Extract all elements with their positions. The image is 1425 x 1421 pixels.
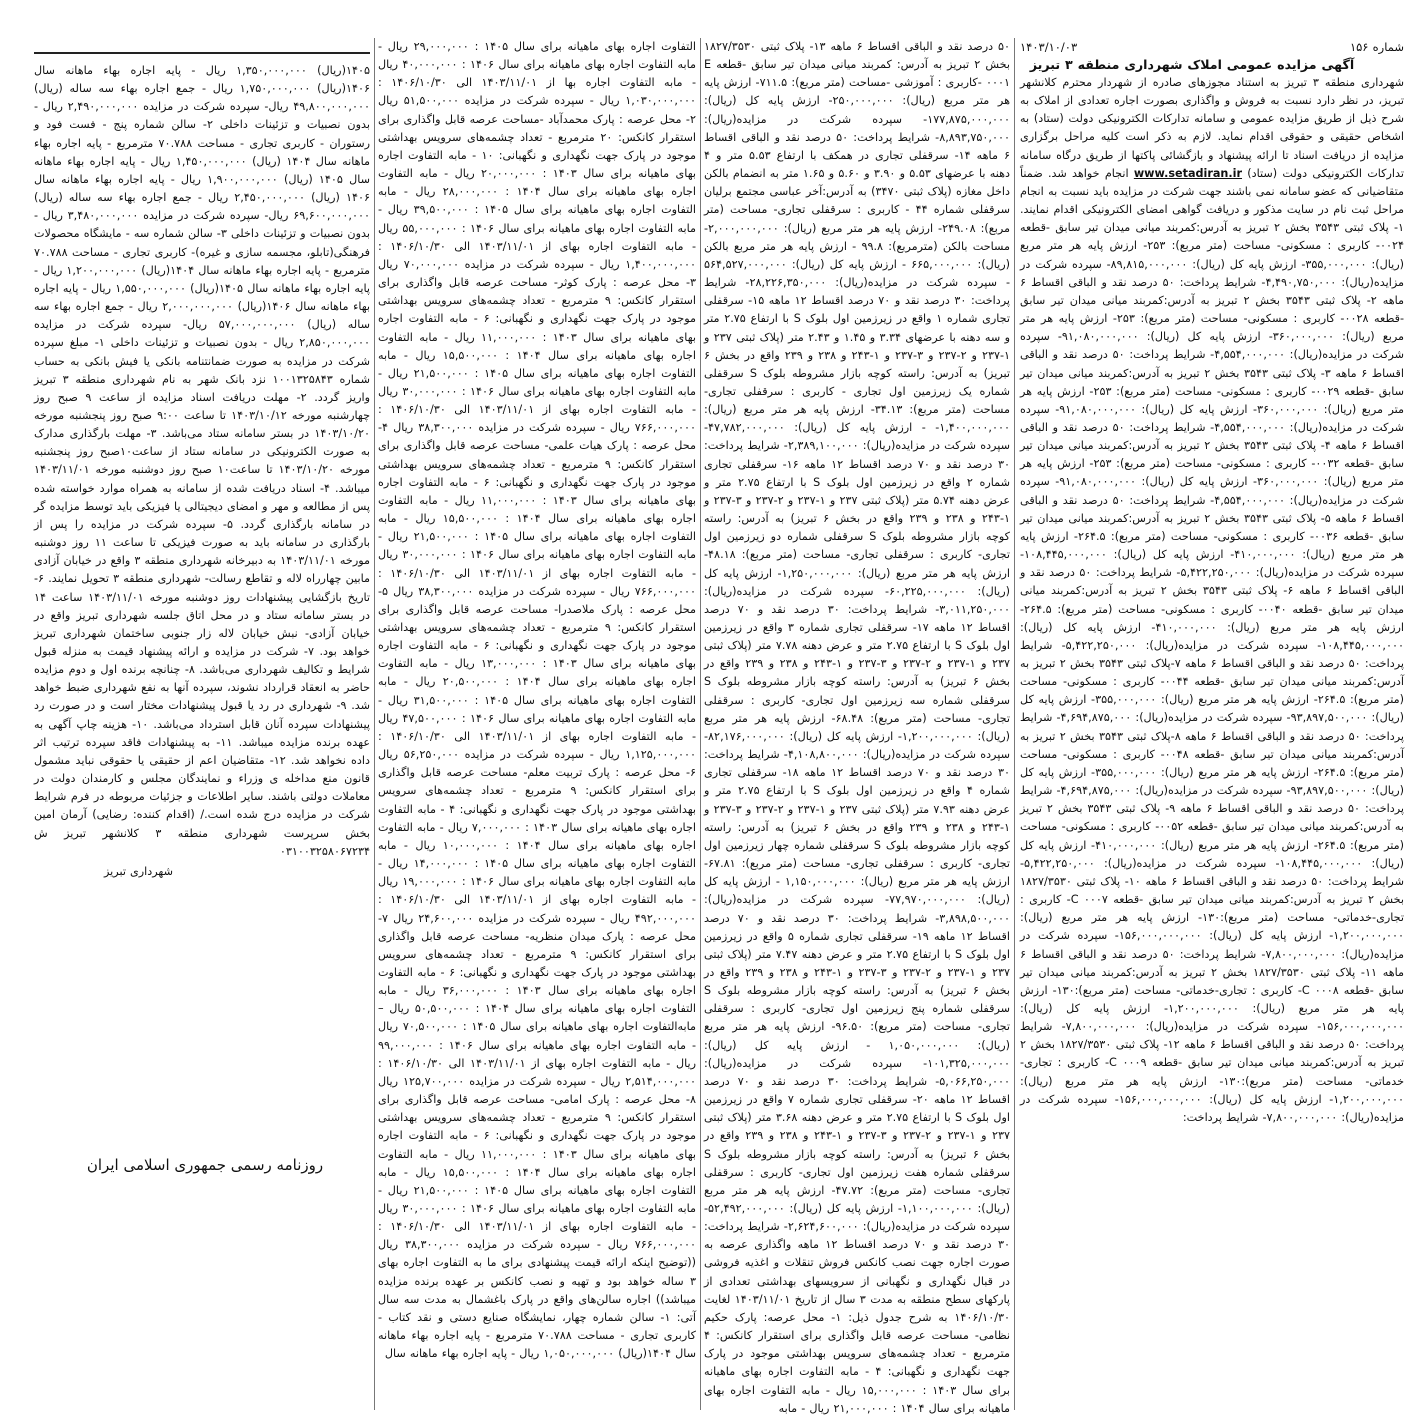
column-2 — [704, 38, 1011, 1415]
column-divider — [374, 38, 375, 1410]
column-1-text-a: شهرداری منطقه ۳ تبریز به استناد مجوزهای صادره از شهردار محترم کلانشهر تبریز، در نظر دارد نسبت به فروش و واگذاری بصورت اجاره تعدادی از املاک به شرح ذیل از طریق مزایده عمومی و سامانه تدارکات الکترونیکی دولت (ستاد) به اشخاص حقیقی و حقوقی اقدام نماید. لازم به ذکر است کلیه مراحل برگزاری مزایده از دریافت اسناد تا ارائه پیشنهاد و بازگشائی پاکتها از طریق درگاه سامانه تدارکات الکترونیکی دولت (ستاد) — [1020, 76, 1404, 180]
column-divider — [1014, 38, 1015, 1410]
column-divider — [700, 38, 701, 1410]
website-link[interactable]: www.setadiran.ir — [1133, 166, 1243, 180]
notice-number: شماره ۱۵۶ — [1349, 40, 1404, 54]
column-1-text-b: انجام خواهد شد. ضمناً متقاضیانی که عضو سامانه نمی باشند جهت شرکت در مزایده باید نسبت به انجام مراحل ثبت نام در سایت مذکور و دریافت گواهی امضای الکترونیکی اقدام نمایند. ۱- پلاک ثبتی ۳۵۴۳ بخش ۲ تبریز به آدرس:کمربند میانی میدان تیر سابق -قطعه ۰۰۲۴- کاربری : مسکونی- مساحت (متر مربع): ۲۵۳- ارزش پایه هر متر مربع (ریال): ۳۵۵,۰۰۰,۰۰۰- ارزش پایه کل (ریال): ۸۹,۸۱۵,۰۰۰,۰۰۰- سپرده شرکت در مزایده(ریال): ۴,۴۹۰,۷۵۰,۰۰۰- شرایط پرداخت: ۵۰ درصد نقد و الباقی اقساط ۶ ماهه ۲- پلاک ثبتی ۳۵۴۳ بخش ۲ تبریز به آدرس:کمربند میانی میدان تیر سابق -قطعه ۰۰۲۸- کاربری : مسکونی- مساحت (متر مربع): ۲۵۳- ارزش پایه هر متر مربع (ریال): ۳۶۰,۰۰۰,۰۰۰- ارزش پایه کل (ریال): ۹۱,۰۸۰,۰۰۰,۰۰۰- سپرده شرکت در مزایده(ریال): ۴,۵۵۴,۰۰۰,۰۰۰- شرایط پرداخت: ۵۰ درصد نقد و الباقی اقساط ۶ ماهه ۳- پلاک ثبتی ۳۵۴۳ بخش ۲ تبریز به آدرس:کمربند میانی میدان تیر سابق -قطعه ۰۰۲۹- کاربری : مسکونی- مساحت (متر مربع): ۲۵۳- ارزش پایه هر متر مربع (ریال): ۳۶۰,۰۰۰,۰۰۰- ارزش پایه کل (ریال): ۹۱,۰۸۰,۰۰۰,۰۰۰- سپرده شرکت در مزایده(ریال): ۴,۵۵۴,۰۰۰,۰۰۰- شرایط پرداخت: ۵۰ درصد نقد و الباقی اقساط ۶ ماهه ۴- پلاک ثبتی ۳۵۴۳ بخش ۲ تبریز به آدرس:کمربند میانی میدان تیر سابق -قطعه ۰۰۳۲- کاربری : مسکونی- مساحت (متر مربع): ۲۵۳- ارزش پایه هر متر مربع (ریال): ۳۶۰,۰۰۰,۰۰۰- ارزش پایه کل (ریال): ۹۱,۰۸۰,۰۰۰,۰۰۰- سپرده شرکت در مزایده(ریال): ۴,۵۵۴,۰۰۰,۰۰۰- شرایط پرداخت: ۵۰ درصد نقد و الباقی اقساط ۶ ماهه ۵- پلاک ثبتی ۳۵۴۳ بخش ۲ تبریز به آدرس:کمربند میانی میدان تیر سابق -قطعه ۰۰۳۶- کاربری : مسکونی- مساحت (متر مربع): ۲۶۴.۵- ارزش پایه هر متر مربع (ریال): ۴۱۰,۰۰۰,۰۰۰- ارزش پایه کل (ریال): ۱۰۸,۴۴۵,۰۰۰,۰۰۰- سپرده شرکت در مزایده(ریال): ۵,۴۲۲,۲۵۰,۰۰۰- شرایط پرداخت: ۵۰ درصد نقد و الباقی اقساط ۶ ماهه ۶- پلاک ثبتی ۳۵۴۳ بخش ۲ تبریز به آدرس:کمربند میانی میدان تیر سابق -قطعه ۰۰۴۰- کاربری : مسکونی- مساحت (متر مربع): ۲۶۴.۵- ارزش پایه هر متر مربع (ریال): ۴۱۰,۰۰۰,۰۰۰- ارزش پایه کل (ریال): ۱۰۸,۴۴۵,۰۰۰,۰۰۰- سپرده شرکت در مزایده(ریال): ۵,۴۲۲,۲۵۰,۰۰۰- شرایط پرداخت: ۵۰ درصد نقد و الباقی اقساط ۶ ماهه ۷-پلاک ثبتی ۳۵۴۳ بخش ۲ تبریز به آدرس:کمربند میانی میدان تیر سابق -قطعه ۰۰۴۴- کاربری : مسکونی- مساحت (متر مربع): ۲۶۴.۵- ارزش پایه هر متر مربع (ریال): ۳۵۵,۰۰۰,۰۰۰- ارزش پایه کل (ریال): ۹۳,۸۹۷,۵۰۰,۰۰۰- سپرده شرکت در مزایده(ریال): ۴,۶۹۴,۸۷۵,۰۰۰- شرایط پرداخت: ۵۰ درصد نقد و الباقی اقساط ۶ ماهه ۸-پلاک ثبتی ۳۵۴۳ بخش ۲ تبریز به آدرس:کمربند میانی میدان تیر سابق -قطعه ۰۰۴۸- کاربری : مسکونی- مساحت (متر مربع): ۲۶۴.۵- ارزش پایه هر متر مربع (ریال): ۳۵۵,۰۰۰,۰۰۰- ارزش پایه کل (ریال): ۹۳,۸۹۷,۵۰۰,۰۰۰- سپرده شرکت در مزایده(ریال): ۴,۶۹۴,۸۷۵,۰۰۰- شرایط پرداخت: ۵۰ درصد نقد و الباقی اقساط ۶ ماهه ۹- پلاک ثبتی ۳۵۴۳ بخش ۲ تبریز به آدرس:کمربند میانی میدان تیر سابق -قطعه ۰۰۵۲- کاربری : مسکونی- مساحت (متر مربع): ۲۶۴.۵- ارزش پایه هر متر مربع (ریال): ۴۱۰,۰۰۰,۰۰۰- ارزش پایه کل (ریال): ۱۰۸,۴۴۵,۰۰۰,۰۰۰- سپرده شرکت در مزایده(ریال): ۵,۴۲۲,۲۵۰,۰۰۰- شرایط پرداخت: ۵۰ درصد نقد و الباقی اقساط ۶ ماهه ۱۰- پلاک ثبتی ۱۸۲۷/۳۵۳۰ بخش ۲ تبریز به آدرس:کمربند میانی میدان تیر سابق -قطعه C ۰۰۰۷- کاربری : تجاری-خدماتی- مساحت (متر مربع):۱۳۰- ارزش پایه هر متر مربع (ریال): ۱,۲۰۰,۰۰۰,۰۰۰- ارزش پایه کل (ریال): ۱۵۶,۰۰۰,۰۰۰,۰۰۰- سپرده شرکت در مزایده(ریال): ۷,۸۰۰,۰۰۰,۰۰۰- شرایط پرداخت: ۵۰ درصد نقد و الباقی اقساط ۶ ماهه ۱۱- پلاک ثبتی ۱۸۲۷/۳۵۳۰ بخش ۲ تبریز به آدرس:کمربند میانی میدان تیر سابق -قطعه C ۰۰۰۸- کاربری : تجاری-خدماتی- مساحت (متر مربع):۱۳۰- ارزش پایه هر متر مربع (ریال): ۱,۲۰۰,۰۰۰,۰۰۰- ارزش پایه کل (ریال): ۱۵۶,۰۰۰,۰۰۰,۰۰۰- سپرده شرکت در مزایده(ریال): ۷,۸۰۰,۰۰۰,۰۰۰- شرایط پرداخت: ۵۰ درصد نقد و الباقی اقساط ۶ ماهه ۱۲- پلاک ثبتی ۱۸۲۷/۳۵۳۰ بخش ۲ تبریز به آدرس:کمربند میانی میدان تیر سابق -قطعه C ۰۰۰۹- کاربری : تجاری-خدماتی- مساحت (متر مربع):۱۳۰- ارزش پایه هر متر مربع (ریال): ۱,۲۰۰,۰۰۰,۰۰۰- ارزش پایه کل (ریال): ۱۵۶,۰۰۰,۰۰۰,۰۰۰- سپرده شرکت در مزایده(ریال): ۷,۸۰۰,۰۰۰,۰۰۰- شرایط پرداخت: — [1020, 166, 1405, 1124]
column-4-top-rule — [34, 52, 370, 54]
column-1 — [1020, 38, 1404, 1408]
column-3-text: التفاوت اجاره بهای ماهیانه برای سال ۱۴۰۵ : ۲۹,۰۰۰,۰۰۰ ریال - مابه التفاوت اجاره بهای ماهیانه برای سال ۱۴۰۶ : ۴۰,۰۰۰,۰۰۰ ریال - مابه التفاوت اجاره بها از ۱۴۰۳/۱۱/۰۱ الی ۱۴۰۶/۱۰/۳۰ : ۱,۰۳۰,۰۰۰,۰۰۰ ریال - سپرده شرکت در مزایده ۵۱,۵۰۰,۰۰۰ ریال ۲- محل عرصه : پارک محمدآباد -مساحت عرصه قابل واگذاری برای استقرار کانکس: ۲۰ مترمربع - تعداد چشمه‌های سرویس بهداشتی موجود در پارک جهت نگهداری و نگهبانی: ۱۰ - مابه التفاوت اجاره بهای ماهیانه برای سال ۱۴۰۳ : ۲۰,۰۰۰,۰۰۰ ریال - مابه التفاوت اجاره بهای ماهیانه برای سال ۱۴۰۴ : ۲۸,۰۰۰,۰۰۰ ریال - مابه التفاوت اجاره بهای ماهیانه برای سال ۱۴۰۵ : ۳۹,۵۰۰,۰۰۰ ریال - مابه التفاوت اجاره بهای ماهیانه برای سال ۱۴۰۶ : ۵۵,۰۰۰,۰۰۰ ریال - مابه التفاوت اجاره بهای از ۱۴۰۳/۱۱/۰۱ الی ۱۴۰۶/۱۰/۳۰ : ۱,۴۰۰,۰۰۰,۰۰۰ ریال - سپرده شرکت در مزایده ۷۰,۰۰۰,۰۰۰ ریال ۳- محل عرصه : پارک کوثر- مساحت عرصه قابل واگذاری برای استقرار کانکس: ۹ مترمربع - تعداد چشمه‌های سرویس بهداشتی موجود در پارک جهت نگهداری و نگهبانی: ۶ - مابه التفاوت اجاره بهای ماهیانه برای سال ۱۴۰۳ : ۱۱,۰۰۰,۰۰۰ ریال - مابه التفاوت اجاره بهای ماهیانه برای سال ۱۴۰۴ : ۱۵,۵۰۰,۰۰۰ ریال - مابه التفاوت اجاره بهای ماهیانه برای سال ۱۴۰۵ : ۲۱,۵۰۰,۰۰۰ ریال - مابه التفاوت اجاره بهای ماهیانه برای سال ۱۴۰۶ : ۳۰,۰۰۰,۰۰۰ ریال - مابه التفاوت اجاره بهای از ۱۴۰۳/۱۱/۰۱ الی ۱۴۰۶/۱۰/۳۰ : ۷۶۶,۰۰۰,۰۰۰ ریال - سپرده شرکت در مزایده ۳۸,۳۰۰,۰۰۰ ریال ۴- محل عرصه : پارک هیات علمی- مساحت عرصه قابل واگذاری برای استقرار کانکس: ۹ مترمربع - تعداد چشمه‌های سرویس بهداشتی موجود در پارک جهت نگهداری و نگهبانی: ۶ - مابه التفاوت اجاره بهای ماهیانه برای سال ۱۴۰۳ : ۱۱,۰۰۰,۰۰۰ ریال - مابه التفاوت اجاره بهای ماهیانه برای سال ۱۴۰۴ : ۱۵,۵۰۰,۰۰۰ ریال - مابه التفاوت اجاره بهای ماهیانه برای سال ۱۴۰۵ : ۲۱,۵۰۰,۰۰۰ ریال - مابه التفاوت اجاره بهای ماهیانه برای سال ۱۴۰۶ : ۳۰,۰۰۰,۰۰۰ ریال - مابه التفاوت اجاره بهای از ۱۴۰۳/۱۱/۰۱ الی ۱۴۰۶/۱۰/۳۰ : ۷۶۶,۰۰۰,۰۰۰ ریال - سپرده شرکت در مزایده ۳۸,۳۰۰,۰۰۰ ریال ۵- محل عرصه : پارک ملاصدرا- مساحت عرصه قابل واگذاری برای استقرار کانکس: ۹ مترمربع - تعداد چشمه‌های سرویس بهداشتی موجود در پارک جهت نگهداری و نگهبانی: ۶ - مابه التفاوت اجاره بهای ماهیانه برای سال ۱۴۰۳ : ۱۳,۰۰۰,۰۰۰ ریال - مابه التفاوت اجاره بهای ماهیانه برای سال ۱۴۰۴ : ۲۰,۵۰۰,۰۰۰ ریال - مابه التفاوت اجاره بهای ماهیانه برای سال ۱۴۰۵ : ۳۱,۵۰۰,۰۰۰ ریال - مابه التفاوت اجاره بهای ماهیانه برای سال ۱۴۰۶ : ۴۷,۵۰۰,۰۰۰ ریال - مابه التفاوت اجاره بهای از ۱۴۰۳/۱۱/۰۱ الی ۱۴۰۶/۱۰/۳۰ : ۱,۱۲۵,۰۰۰,۰۰۰ ریال - سپرده شرکت در مزایده ۵۶,۲۵۰,۰۰۰ ریال ۶- محل عرصه : پارک تربیت معلم- مساحت عرصه قابل واگذاری برای استقرار کانکس: ۹ مترمربع - تعداد چشمه‌های سرویس بهداشتی موجود در پارک جهت نگهداری و نگهبانی: ۴ - مابه التفاوت اجاره بهای ماهیانه برای سال ۱۴۰۳ : ۷,۰۰۰,۰۰۰ ریال - مابه التفاوت اجاره بهای ماهیانه برای سال ۱۴۰۴ : ۱۰,۰۰۰,۰۰۰ ریال - مابه التفاوت اجاره بهای ماهیانه برای سال ۱۴۰۵ : ۱۴,۰۰۰,۰۰۰ ریال - مابه التفاوت اجاره بهای ماهیانه برای سال ۱۴۰۶ : ۱۹,۰۰۰,۰۰۰ ریال - مابه التفاوت اجاره بهای از ۱۴۰۳/۱۱/۰۱ الی ۱۴۰۶/۱۰/۳۰ : ۴۹۲,۰۰۰,۰۰۰ ریال - سپرده شرکت در مزایده ۲۴,۶۰۰,۰۰۰ ریال ۷- محل عرصه : پارک میدان منظریه- مساحت عرصه قابل واگذاری برای استقرار کانکس: ۹ مترمربع - تعداد چشمه‌های سرویس بهداشتی موجود در پارک جهت نگهداری و نگهبانی: ۶ - مابه التفاوت اجاره بهای ماهیانه برای سال ۱۴۰۳ : ۳۶,۰۰۰,۰۰۰ ریال - مابه التفاوت اجاره بهای ماهیانه برای سال ۱۴۰۴ : ۵۰,۵۰۰,۰۰۰ ریال – مابه‌التفاوت اجاره بهای ماهیانه برای سال ۱۴۰۵ : ۷۰,۵۰۰,۰۰۰ ریال - مابه التفاوت اجاره بهای ماهیانه برای سال ۱۴۰۶ : ۹۹,۰۰۰,۰۰۰ ریال - مابه التفاوت اجاره بهای از ۱۴۰۳/۱۱/۰۱ الی ۱۴۰۶/۱۰/۳۰ : ۲,۵۱۴,۰۰۰,۰۰۰ ریال - سپرده شرکت در مزایده ۱۲۵,۷۰۰,۰۰۰ ریال ۸- محل عرصه : پارک امامی- مساحت عرصه قابل واگذاری برای استقرار کانکس: ۹ مترمربع - تعداد چشمه‌های سرویس بهداشتی موجود در پارک جهت نگهداری و نگهبانی: ۶ - مابه التفاوت اجاره بهای ماهیانه برای سال ۱۴۰۳ : ۱۱,۰۰۰,۰۰۰ ریال - مابه التفاوت اجاره بهای ماهیانه برای سال ۱۴۰۴ : ۱۵,۵۰۰,۰۰۰ ریال - مابه التفاوت اجاره بهای ماهیانه برای سال ۱۴۰۵ : ۲۱,۵۰۰,۰۰۰ ریال - مابه التفاوت اجاره بهای ماهیانه برای سال ۱۴۰۶ : ۳۰,۰۰۰,۰۰۰ ریال - مابه التفاوت اجاره بهای از ۱۴۰۳/۱۱/۰۱ الی ۱۴۰۶/۱۰/۳۰ : ۷۶۶,۰۰۰,۰۰۰ ریال - سپرده شرکت در مزایده ۳۸,۳۰۰,۰۰۰ ریال ((توضیح اینکه ارائه قیمت پیشنهادی برای ما به التفاوت اجاره بهای ۳ ساله خواهد بود و تهیه و نصب کانکس بر عهده برنده مزایده میباشد)) اجاره سالن‌های واقع در پارک باغشمال به مدت سه سال آتی: ۱- سالن شماره چهار، نمایشگاه صنایع دستی و نقد کتاب - کاربری تجاری - مساحت ۷۰.۷۸۸ مترمربع - پایه اجاره بهاء ماهانه سال ۱۴۰۴(ریال) ۱,۰۵۰,۰۰۰,۰۰۰ ریال - پایه اجاره بهاء ماهانه سال — [378, 40, 697, 1361]
column-2-text: ۵۰ درصد نقد و الباقی اقساط ۶ ماهه ۱۳- پلاک ثبتی ۱۸۲۷/۳۵۳۰ بخش ۲ تبریز به آدرس: کمربند میانی میدان تیر سابق -قطعه E ۰۰۰۱ -کاربری : آموزشی -مساحت (متر مربع): ۷۱۱.۵- ارزش پایه هر متر مربع (ریال): ۲۵۰,۰۰۰,۰۰۰- ارزش پایه کل (ریال): ۱۷۷,۸۷۵,۰۰۰,۰۰۰- سپرده شرکت در مزایده(ریال): ۸,۸۹۳,۷۵۰,۰۰۰- شرایط پرداخت: ۵۰ درصد نقد و الباقی اقساط ۶ ماهه ۱۴- سرقفلی تجاری در همکف با ارتفاع ۵.۵۳ متر و ۴ دهنه با عرضهای ۵.۵۳ و ۳.۹۰ و ۵.۶۰ و ۱.۶۵ متر به انضمام بالکن داخل مغازه (پلاک ثبتی ۳۴۷۰) به آدرس:آخر عباسی مجتمع برلیان سرقفلی شماره ۴۴ - کاربری : سرقفلی تجاری- مساحت (متر مربع): ۲۴۹.۰۸- ارزش پایه هر متر مربع (ریال): ۲,۰۰۰,۰۰۰,۰۰۰- مساحت بالکن (مترمربع): ۹۹.۸ - ارزش پایه هر متر مربع بالکن (ریال): ۶۶۵,۰۰۰,۰۰۰ - ارزش پایه کل (ریال): ۵۶۴,۵۲۷,۰۰۰,۰۰۰ - سپرده شرکت در مزایده(ریال): ۲۸,۲۲۶,۳۵۰,۰۰۰- شرایط پرداخت: ۳۰ درصد نقد و ۷۰ درصد اقساط ۱۲ ماهه ۱۵- سرقفلی تجاری شماره ۱ واقع در زیرزمین اول بلوک S با ارتفاع ۲.۷۵ متر و سه دهنه با عرضهای ۳.۳۴ و ۱.۴۵ و ۲.۴۳ متر (پلاک ثبتی ۲۳۷ و ۱-۲۳۷ و ۲-۲۳۷ و ۳-۲۳۷ و ۱-۲۴۳ و ۲۳۸ و ۲۳۹ واقع در بخش ۶ تبریز) به آدرس: راسته کوچه بازار مشروطه بلوک S سرقفلی شماره یک زیرزمین اول تجاری - کاربری : سرقفلی تجاری- مساحت (متر مربع): ۳۴.۱۳- ارزش پایه هر متر مربع (ریال): ۱,۴۰۰,۰۰۰,۰۰۰- - ارزش پایه کل (ریال): ۴۷,۷۸۲,۰۰۰,۰۰۰- سپرده شرکت در مزایده(ریال): ۲,۳۸۹,۱۰۰,۰۰۰- شرایط پرداخت: ۳۰ درصد نقد و ۷۰ درصد اقساط ۱۲ ماهه ۱۶- سرقفلی تجاری شماره ۲ واقع در زیرزمین اول بلوک S با ارتفاع ۲.۷۵ متر و عرض دهنه ۵.۷۴ متر (پلاک ثبتی ۲۳۷ و ۱-۲۳۷ و ۲-۲۳۷ و ۳-۲۳۷ و ۱-۲۴۳ و ۲۳۸ و ۲۳۹ واقع در بخش ۶ تبریز) به آدرس: راسته کوچه بازار مشروطه بلوک S سرقفلی شماره دو زیرزمین اول تجاری- کاربری : سرقفلی تجاری- مساحت (متر مربع): ۴۸.۱۸- ارزش پایه هر متر مربع (ریال): ۱,۲۵۰,۰۰۰,۰۰۰- ارزش پایه کل (ریال): ۶۰,۲۲۵,۰۰۰,۰۰۰- سپرده شرکت در مزایده(ریال): ۳,۰۱۱,۲۵۰,۰۰۰- شرایط پرداخت: ۳۰ درصد نقد و ۷۰ درصد اقساط ۱۲ ماهه ۱۷- سرقفلی تجاری شماره ۳ واقع در زیرزمین اول بلوک S با ارتفاع ۲.۷۵ متر و عرض دهنه ۷.۷۸ متر (پلاک ثبتی ۲۳۷ و ۱-۲۳۷ و ۲-۲۳۷ و ۳-۲۳۷ و ۱-۲۴۳ و ۲۳۸ و ۲۳۹ واقع در بخش ۶ تبریز) به آدرس: راسته کوچه بازار مشروطه بلوک S سرقفلی شماره سه زیرزمین اول تجاری- کاربری : سرقفلی تجاری- مساحت (متر مربع): ۶۸.۴۸- ارزش پایه هر متر مربع (ریال): ۱,۲۰۰,۰۰۰,۰۰۰- ارزش پایه کل (ریال): ۸۲,۱۷۶,۰۰۰,۰۰۰- سپرده شرکت در مزایده(ریال): ۴,۱۰۸,۸۰۰,۰۰۰- شرایط پرداخت: ۳۰ درصد نقد و ۷۰ درصد اقساط ۱۲ ماهه ۱۸- سرقفلی تجاری شماره ۴ واقع در زیرزمین اول بلوک S با ارتفاع ۲.۷۵ متر و عرض دهنه ۷.۹۳ متر (پلاک ثبتی ۲۳۷ و ۱-۲۳۷ و ۲-۲۳۷ و ۳-۲۳۷ و ۱-۲۴۳ و ۲۳۸ و ۲۳۹ واقع در بخش ۶ تبریز) به آدرس: راسته کوچه بازار مشروطه بلوک S سرقفلی شماره چهار زیرزمین اول تجاری- کاربری : سرقفلی تجاری- مساحت (متر مربع): ۶۷.۸۱- ارزش پایه هر متر مربع (ریال): ۱,۱۵۰,۰۰۰,۰۰۰ - ارزش پایه کل (ریال): ۷۷,۹۷۰,۰۰۰,۰۰۰- سپرده شرکت در مزایده(ریال): ۳,۸۹۸,۵۰۰,۰۰۰- شرایط پرداخت: ۳۰ درصد نقد و ۷۰ درصد اقساط ۱۲ ماهه ۱۹- سرقفلی تجاری شماره ۵ واقع در زیرزمین اول بلوک S با ارتفاع ۲.۷۵ متر و عرض دهنه ۷.۴۷ متر (پلاک ثبتی ۲۳۷ و ۱-۲۳۷ و ۲-۲۳۷ و ۳-۲۳۷ و ۱-۲۴۳ و ۲۳۸ و ۲۳۹ واقع در بخش ۶ تبریز) به آدرس: راسته کوچه بازار مشروطه بلوک S سرقفلی شماره پنج زیرزمین اول تجاری- کاربری : سرقفلی تجاری- مساحت (متر مربع): ۹۶.۵۰- ارزش پایه هر متر مربع (ریال): ۱,۰۵۰,۰۰۰,۰۰۰ - ارزش پایه کل (ریال): ۱۰۱,۳۲۵,۰۰۰,۰۰۰- سپرده شرکت در مزایده(ریال): ۵,۰۶۶,۲۵۰,۰۰۰- شرایط پرداخت: ۳۰ درصد نقد و ۷۰ درصد اقساط ۱۲ ماهه ۲۰- سرقفلی تجاری شماره ۷ واقع در زیرزمین اول بلوک S با ارتفاع ۲.۷۵ متر و عرض دهنه ۳.۶۸ متر (پلاک ثبتی ۲۳۷ و ۱-۲۳۷ و ۲-۲۳۷ و ۳-۲۳۷ و ۱-۲۴۳ و ۲۳۸ و ۲۳۹ واقع در بخش ۶ تبریز) به آدرس: راسته کوچه بازار مشروطه بلوک S سرقفلی شماره هفت زیرزمین اول تجاری- کاربری : سرقفلی تجاری- مساحت (متر مربع): ۴۷.۷۲- ارزش پایه هر متر مربع (ریال): ۱,۱۰۰,۰۰۰,۰۰۰- ارزش پایه کل (ریال): ۵۲,۴۹۲,۰۰۰,۰۰۰- سپرده شرکت در مزایده(ریال): ۲,۶۲۴,۶۰۰,۰۰۰- شرایط پرداخت: ۳۰ درصد نقد و ۷۰ درصد اقساط ۱۲ ماهه واگذاری عرصه به صورت اجاره جهت نصب کانکس فروش تنقلات و اغذیه فروشی در قبال نگهداری و نگهبانی از سرویسهای بهداشتی تعدادی از پارکهای سطح منطقه به مدت ۳ سال از تاریخ ۱۴۰۳/۱۱/۰۱ لغایت ۱۴۰۶/۱۰/۳۰ به شرح جدول ذیل: ۱- محل عرصه: پارک حکیم نظامی- مساحت عرصه قابل واگذاری برای استقرار کانکس: ۴ مترمربع - تعداد چشمه‌های سرویس بهداشتی موجود در پارک جهت نگهداری و نگهبانی: ۴ - مابه التفاوت اجاره بهای ماهیانه برای سال ۱۴۰۳ : ۱۵,۰۰۰,۰۰۰ ریال - مابه التفاوت اجاره بهای ماهیانه برای سال ۱۴۰۴ : ۲۱,۰۰۰,۰۰۰ ریال - مابه — [704, 40, 1011, 1415]
notice-date: ۱۴۰۳/۱۰/۰۳ — [1020, 40, 1078, 54]
column-4 — [34, 62, 370, 912]
column-4-text: ۱۴۰۵(ریال) ۱,۳۵۰,۰۰۰,۰۰۰ ریال - پایه اجاره بهاء ماهانه سال ۱۴۰۶(ریال) ۱,۷۵۰,۰۰۰,۰۰۰ ریال - جمع اجاره بهاء سه ساله (ریال) ۴۹,۸۰۰,۰۰۰,۰۰۰ ریال- سپرده شرکت در مزایده ۲,۴۹۰,۰۰۰,۰۰۰ ریال - بدون نصبیات و تزئینات داخلی ۲- سالن شماره پنج - فست فود و رستوران - کاربری تجاری - مساحت ۷۰.۷۸۸ مترمربع - پایه اجاره بهاء ماهانه سال ۱۴۰۴ (ریال) ۱,۴۵۰,۰۰۰,۰۰۰ ریال - پایه اجاره بهاء ماهانه سال ۱۴۰۵ (ریال) ۱,۹۰۰,۰۰۰,۰۰۰ ریال - پایه اجاره بهاء ماهانه سال ۱۴۰۶ (ریال) ۲,۴۵۰,۰۰۰,۰۰۰ ریال - جمع اجاره بهاء سه ساله (ریال) ۶۹,۶۰۰,۰۰۰,۰۰۰ ریال- سپرده شرکت در مزایده ۳,۴۸۰,۰۰۰,۰۰۰ ریال - بدون نصبیات و تزئینات داخلی ۳- سالن شماره سه - مایشگاه محصولات فرهنگی(تابلو، مجسمه سازی و غیره)- کاربری تجاری - مساحت ۷۰.۷۸۸ مترمربع - پایه اجاره بهاء ماهانه سال ۱۴۰۴(ریال) ۱,۲۰۰,۰۰۰,۰۰۰ ریال - پایه اجاره بهاء ماهانه سال ۱۴۰۵(ریال) ۱,۵۵۰,۰۰۰,۰۰۰ ریال - پایه اجاره بهاء ماهانه سال ۱۴۰۶(ریال) ۲,۰۰۰,۰۰۰,۰۰۰ ریال - جمع اجاره بهاء سه ساله (ریال) ۵۷,۰۰۰,۰۰۰,۰۰۰ ریال- سپرده شرکت در مزایده ۲,۸۵۰,۰۰۰,۰۰۰ ریال - بدون نصبیات و تزئینات داخلی ۱- مبلغ سپرده شرکت در مزایده به صورت ضمانتنامه بانکی یا فیش بانکی به حساب شماره ۱۰۰۱۳۲۵۸۴۳ نزد بانک شهر به نام شهرداری منطقه ۳ تبریز واریز گردد. ۲- مهلت دریافت اسناد مزایده از ساعت ۹ صبح روز چهارشنبه مورخه ۱۴۰۳/۱۰/۱۲ تا ساعت ۹:۰۰ صبح روز پنجشنبه مورخه ۱۴۰۳/۱۰/۲۰ در بستر سامانه ستاد می‌باشد. ۳- مهلت بارگذاری مدارک به صورت الکترونیکی در سامانه ستاد از ساعت۱۰صبح روز پنجشنبه مورخه ۱۴۰۳/۱۰/۲۰ تا ساعت۱۰ صبح روز دوشنبه مورخه ۱۴۰۳/۱۱/۰۱ میباشد. ۴- اسناد دریافت شده از سامانه به همراه موارد خواسته شده پس از مطالعه و مهر و امضای دیجیتالی یا فیزیکی باید توسط مزایده گر در سامانه بارگذاری گردد. ۵- سپرده شرکت در مزایده را پس از بارگذاری در سامانه باید به صورت فیزیکی تا ساعت ۱۱ روز دوشنبه مورخه ۱۴۰۳/۱۱/۰۱ به دبیرخانه شهرداری منطقه ۳ واقع در خیابان آزادی مابین چهارراه لاله و تقاطع رسالت- شهرداری منطقه ۳ تحویل نمایند. ۶- تاریخ بازگشایی پیشنهادات روز دوشنبه مورخه ۱۴۰۳/۱۱/۰۱ ساعت ۱۴ در بستر سامانه ستاد و در محل اتاق جلسه شهرداری تبریز واقع در خیابان آزادی- نبش خیابان لاله زار جنوبی ساختمان شهرداری تبریز خواهد بود. ۷- شرکت در مزایده و ارائه پیشنهاد قیمت به منزله قبول شرایط و تکالیف شهرداری می‌باشد. ۸- چنانچه برنده اول و دوم مزایده حاضر به انعقاد قرارداد نشوند، سپرده آنها به نفع شهرداری ضبط خواهد شد. ۹- شهرداری در رد یا قبول پیشنهادات مختار است و در صورت رد پیشنهادات سپرده آنان قابل استرداد می‌باشد. ۱۰- هزینه چاپ آگهی به عهده برنده مزایده میباشد. ۱۱- به پیشنهادات فاقد سپرده ترتیب اثر داده نخواهد شد. ۱۲- متقاضیان اعم از حقیقی یا حقوقی نباید مشمول قانون منع مداخله ی وزراء و نمایندگان مجلس و کارمندان دولت در معاملات دولتی باشند. سایر اطلاعات و جزئیات مربوطه در فرم شرایط شرکت در مزایده درج شده است./ (اقدام کننده: رضایی) آرمان امین بخش سرپرست شهرداری منطقه ۳ کلانشهر تبریز ش ۰۳۱۰۰۳۲۵۸۰۶۷۲۳۴ — [34, 64, 371, 858]
notice-header — [1020, 38, 1404, 56]
newspaper-masthead: روزنامه رسمی جمهوری اسلامی ایران — [86, 1156, 324, 1174]
notice-title: آگهی مزایده عمومی املاک شهرداری منطقه ۳ تبریز — [1029, 57, 1355, 72]
signature: شهرداری تبریز — [104, 864, 173, 878]
column-3 — [378, 38, 696, 1408]
